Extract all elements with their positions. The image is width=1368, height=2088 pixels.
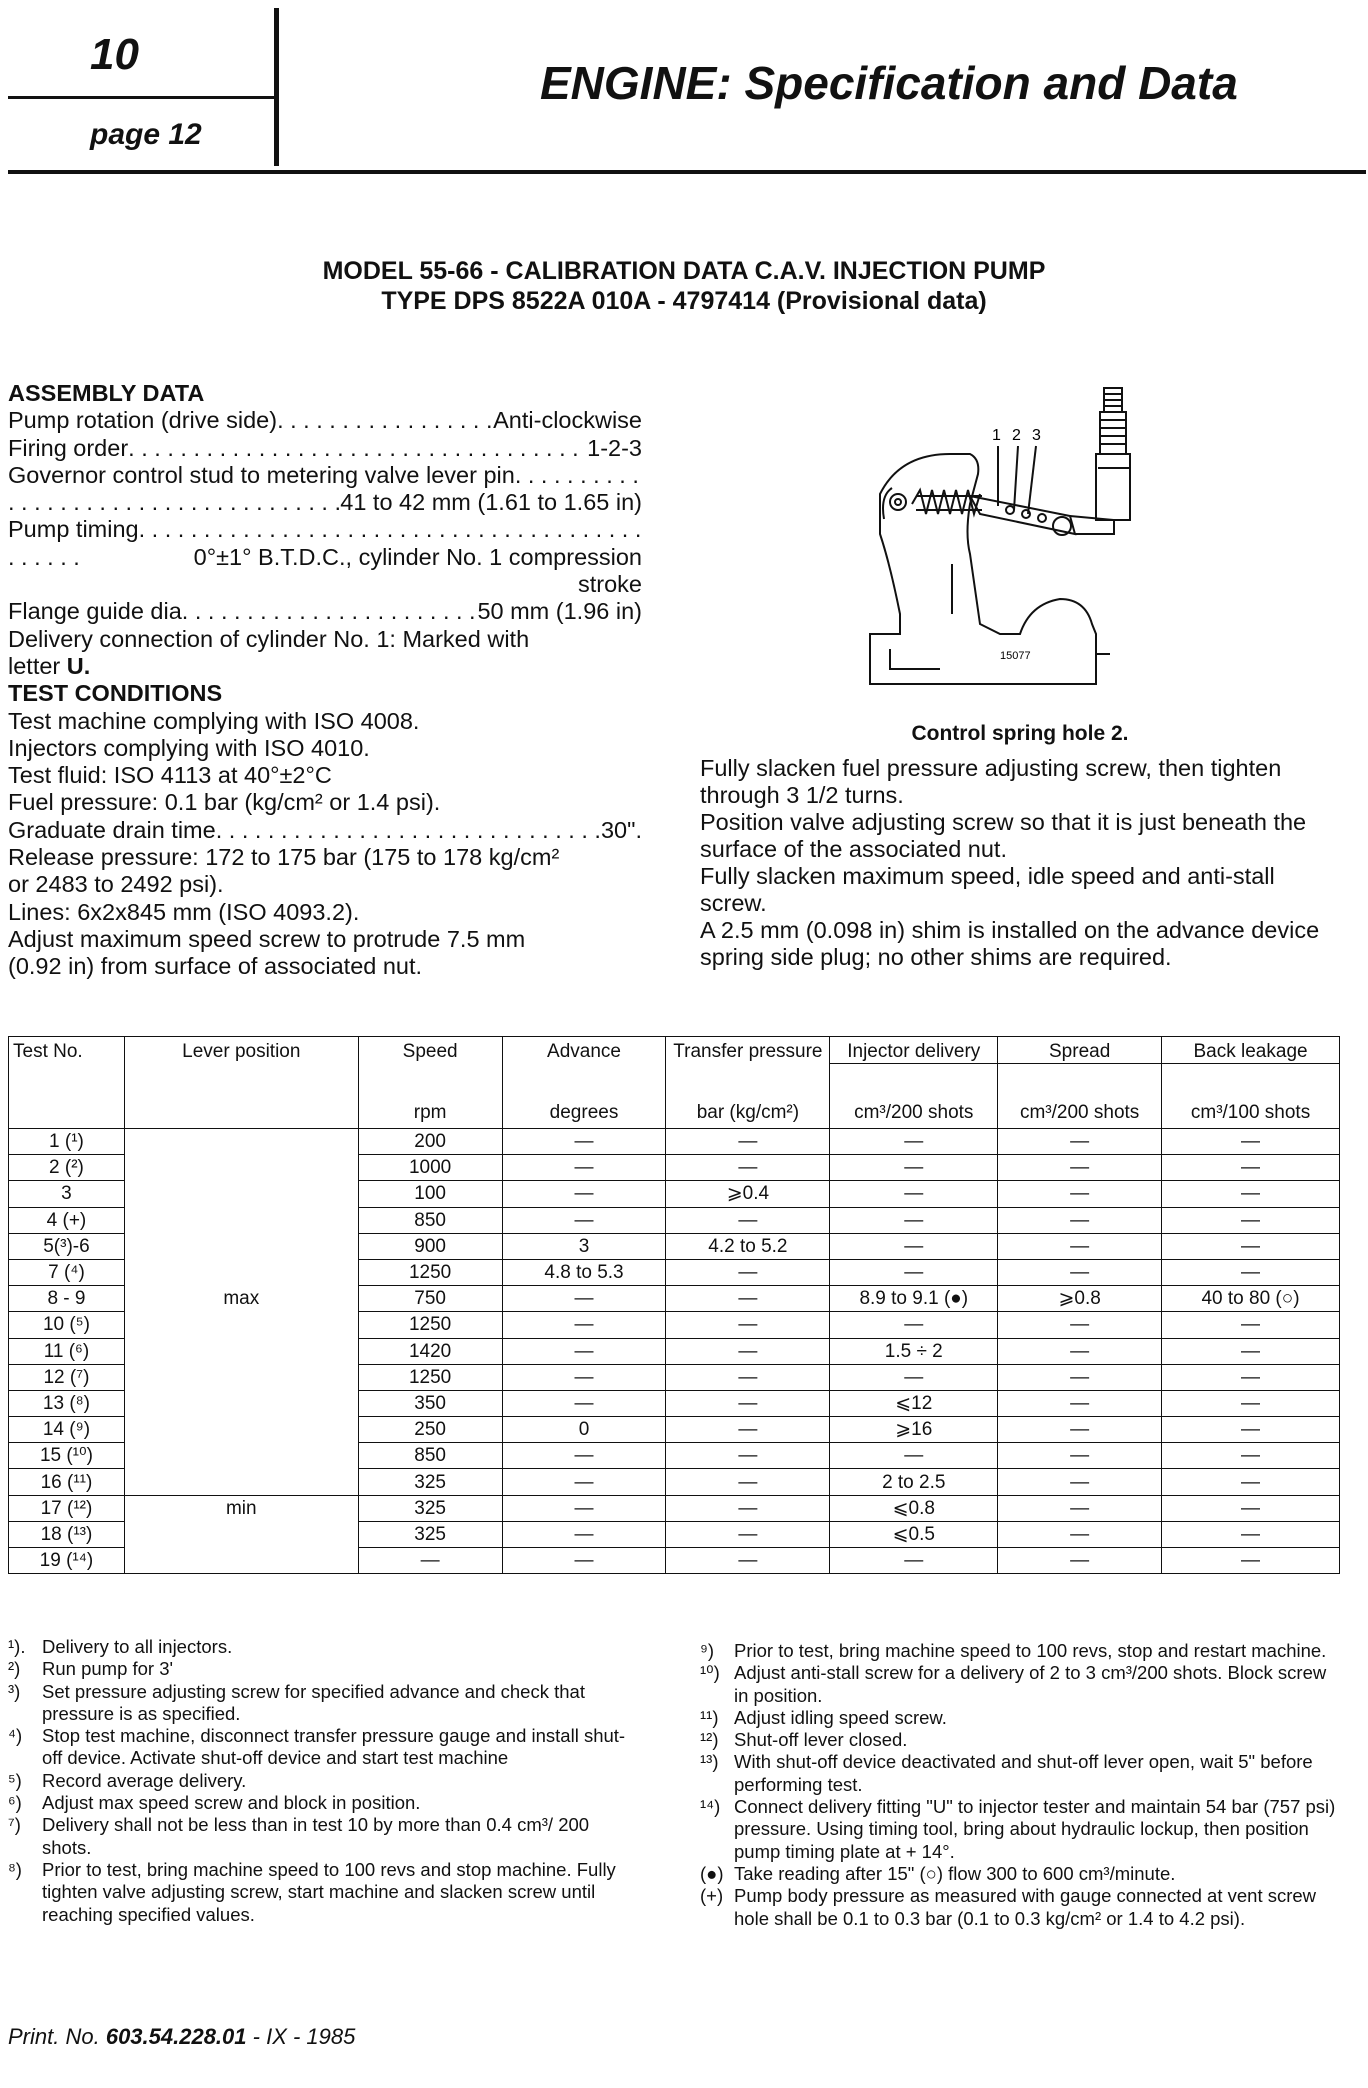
footnote-text: Pump body pressure as measured with gauge connected at vent screw hole shall be 0.1 to 0.3 bar (0.1 to 0.3 kg/cm² or 1.4 to 4.2 psi).	[734, 1885, 1317, 1929]
pump-rotation-value: Anti-clockwise	[493, 407, 642, 434]
section-number: 10	[90, 30, 139, 79]
cell-back: —	[1162, 1259, 1340, 1285]
cell-injector: —	[830, 1129, 998, 1155]
print-number-suffix: - IX - 1985	[252, 2024, 356, 2049]
cell-back: —	[1162, 1129, 1340, 1155]
cell-back: —	[1162, 1469, 1340, 1495]
cell-lever	[124, 1469, 358, 1495]
cell-transfer: 4.2 to 5.2	[666, 1233, 830, 1259]
test-condition-line: Test fluid: ISO 4113 at 40°±2°C	[8, 762, 332, 789]
header-divider-long	[8, 170, 1366, 174]
footnote	[8, 1725, 638, 1770]
footnote-text: Record average delivery.	[42, 1769, 247, 1791]
leader-dots	[182, 598, 478, 625]
cell-lever	[124, 1181, 358, 1207]
cell-lever	[124, 1417, 358, 1443]
release-pressure-line2: or 2483 to 2492 psi).	[8, 871, 224, 898]
cell-spread: —	[998, 1259, 1162, 1285]
unit-transfer: bar (kg/cm²)	[666, 1064, 830, 1129]
cell-speed: 250	[358, 1417, 502, 1443]
footnote-text: Stop test machine, disconnect transfer pressure gauge and install shut-off device. Activate shut-off device and start test machine	[42, 1725, 626, 1769]
test-condition-line: Fuel pressure: 0.1 bar (kg/cm² or 1.4 psi).	[8, 789, 441, 816]
cell-lever	[124, 1443, 358, 1469]
cell-advance: —	[502, 1155, 666, 1181]
cell-test-no: 5(³)-6	[9, 1233, 125, 1259]
footnotes-left	[8, 1636, 638, 1926]
instruction-paragraph: A 2.5 mm (0.098 in) shim is installed on the advance device spring side plug; no other shims are required.	[700, 917, 1320, 970]
left-column	[8, 380, 642, 981]
pump-timing-value2: stroke	[578, 571, 642, 598]
table-row	[9, 1521, 1340, 1547]
footnote-text: Prior to test, bring machine speed to 100 revs and stop machine. Fully tighten valve adjusting screw, start machine and slacken screw until reaching specified values.	[42, 1858, 616, 1925]
cell-test-no: 19 (¹⁴)	[9, 1548, 125, 1574]
cell-advance: —	[502, 1521, 666, 1547]
cell-transfer: —	[666, 1338, 830, 1364]
cell-spread: —	[998, 1207, 1162, 1233]
delivery-letter-label: letter	[8, 652, 61, 679]
cell-spread: —	[998, 1338, 1162, 1364]
unit-injector: cm³/200 shots	[830, 1064, 998, 1129]
instruction-paragraph: Position valve adjusting screw so that it is just beneath the surface of the associated nut.	[700, 809, 1307, 862]
footnote-marker: ⁷)	[8, 1814, 21, 1836]
pump-timing-row	[8, 516, 642, 543]
hole-label-3: 3	[1032, 427, 1041, 444]
footnote-text: Prior to test, bring machine speed to 100 revs, stop and restart machine.	[734, 1640, 1327, 1661]
table-row	[9, 1390, 1340, 1416]
table-body	[9, 1129, 1340, 1574]
table-row	[9, 1338, 1340, 1364]
assembly-heading: ASSEMBLY DATA	[8, 380, 205, 406]
unit-back: cm³/100 shots	[1162, 1064, 1340, 1129]
leader-dots	[8, 489, 340, 516]
cell-test-no: 13 (⁸)	[9, 1390, 125, 1416]
governor-label: Governor control stud to metering valve lever pin	[8, 461, 515, 488]
control-spring-diagram	[860, 384, 1180, 704]
cell-speed: 325	[358, 1521, 502, 1547]
table-row	[9, 1548, 1340, 1574]
cell-back: —	[1162, 1338, 1340, 1364]
cell-injector: 8.9 to 9.1 (●)	[830, 1286, 998, 1312]
cell-injector: 2 to 2.5	[830, 1469, 998, 1495]
cell-spread: —	[998, 1521, 1162, 1547]
cell-advance: —	[502, 1443, 666, 1469]
flange-label: Flange guide dia	[8, 598, 182, 625]
adjust-line1: Adjust maximum speed screw to protrude 7.5 mm	[8, 925, 526, 952]
table-row	[9, 1207, 1340, 1233]
footnote-text: With shut-off device deactivated and shut-off lever open, wait 5" before performing test.	[734, 1751, 1313, 1795]
cell-test-no: 4 (+)	[9, 1207, 125, 1233]
footnote	[700, 1640, 1336, 1662]
firing-order-value: 1-2-3	[587, 434, 642, 461]
cell-spread: —	[998, 1364, 1162, 1390]
cell-transfer: —	[666, 1286, 830, 1312]
cell-advance: 3	[502, 1233, 666, 1259]
cell-advance: —	[502, 1312, 666, 1338]
cell-transfer: —	[666, 1129, 830, 1155]
figure-number: 15077	[1000, 650, 1031, 662]
footnote-marker: ⁹)	[700, 1640, 715, 1661]
cell-spread: —	[998, 1495, 1162, 1521]
cell-advance: —	[502, 1390, 666, 1416]
cell-spread: —	[998, 1181, 1162, 1207]
col-header-spread: Spread	[998, 1037, 1162, 1064]
footnote-text: Shut-off lever closed.	[734, 1729, 908, 1751]
cell-test-no: 10 (⁵)	[9, 1312, 125, 1338]
table-row	[9, 1259, 1340, 1285]
test-condition-line: Test machine complying with ISO 4008.	[8, 707, 420, 734]
footnote-text: Delivery shall not be less than in test 10 by more than 0.4 cm³/ 200 shots.	[42, 1814, 590, 1858]
cell-lever	[124, 1129, 358, 1155]
cell-transfer: —	[666, 1521, 830, 1547]
document-title-line2: TYPE DPS 8522A 010A - 4797414 (Provisional data)	[381, 287, 987, 315]
cell-back: —	[1162, 1417, 1340, 1443]
cell-test-no: 1 (¹)	[9, 1129, 125, 1155]
cell-lever	[124, 1207, 358, 1233]
instruction-paragraph: Fully slacken fuel pressure adjusting screw, then tighten through 3 1/2 turns.	[700, 755, 1282, 808]
cell-lever	[124, 1233, 358, 1259]
footnote-marker: ¹).	[8, 1636, 26, 1657]
col-header-back: Back leakage	[1162, 1037, 1340, 1064]
leader-dots	[8, 544, 88, 571]
cell-back: 40 to 80 (○)	[1162, 1286, 1340, 1312]
cell-test-no: 8 - 9	[9, 1286, 125, 1312]
cell-advance: 0	[502, 1417, 666, 1443]
footnote-text: Adjust anti-stall screw for a delivery of 2 to 3 cm³/200 shots. Block screw in position.	[734, 1662, 1327, 1706]
cell-transfer: —	[666, 1207, 830, 1233]
page-title: ENGINE: Specification and Data	[540, 57, 1238, 109]
cell-injector: ⩽12	[830, 1390, 998, 1416]
footnote-marker: ²)	[8, 1658, 21, 1680]
cell-advance: —	[502, 1338, 666, 1364]
table-row	[9, 1364, 1340, 1390]
cell-transfer: —	[666, 1548, 830, 1574]
footnote-text: Set pressure adjusting screw for specified advance and check that pressure is as specified.	[42, 1680, 585, 1724]
governor-row	[8, 462, 642, 489]
footnote	[700, 1863, 1336, 1885]
cell-transfer: —	[666, 1417, 830, 1443]
governor-value-row	[8, 489, 642, 516]
cell-speed: 1000	[358, 1155, 502, 1181]
cell-speed: 200	[358, 1129, 502, 1155]
hole-label-1: 1	[992, 427, 1001, 444]
cell-injector: —	[830, 1312, 998, 1338]
test-condition-line: Injectors complying with ISO 4010.	[8, 734, 370, 761]
drain-time-row	[8, 817, 642, 844]
cell-lever: min	[124, 1495, 358, 1521]
cell-transfer: —	[666, 1495, 830, 1521]
cell-back: —	[1162, 1312, 1340, 1338]
delivery-line2	[8, 653, 642, 680]
cell-injector: —	[830, 1207, 998, 1233]
cell-test-no: 17 (¹²)	[9, 1495, 125, 1521]
pump-timing-label: Pump timing	[8, 516, 139, 543]
cell-test-no: 16 (¹¹)	[9, 1469, 125, 1495]
cell-test-no: 11 (⁶)	[9, 1338, 125, 1364]
adjust-line2: (0.92 in) from surface of associated nut.	[8, 953, 423, 980]
cell-transfer: —	[666, 1364, 830, 1390]
cell-back: —	[1162, 1207, 1340, 1233]
cell-transfer: —	[666, 1469, 830, 1495]
print-number-prefix: Print. No.	[8, 2024, 100, 2049]
cell-injector: —	[830, 1181, 998, 1207]
footnote	[8, 1792, 638, 1814]
col-header-lever: Lever position	[124, 1037, 358, 1129]
cell-spread: —	[998, 1129, 1162, 1155]
cell-spread: —	[998, 1443, 1162, 1469]
cell-lever	[124, 1312, 358, 1338]
footnote	[700, 1729, 1336, 1751]
control-spring-diagram-svg	[860, 384, 1180, 704]
hole-label-2: 2	[1012, 427, 1021, 444]
footnote-marker: (●)	[700, 1862, 724, 1884]
footnote-marker: (+)	[700, 1885, 724, 1907]
unit-spread: cm³/200 shots	[998, 1064, 1162, 1129]
cell-speed: 1250	[358, 1259, 502, 1285]
cell-test-no: 7 (⁴)	[9, 1259, 125, 1285]
cell-transfer: —	[666, 1155, 830, 1181]
cell-speed: 350	[358, 1390, 502, 1416]
header-divider-short	[8, 96, 276, 99]
footnote	[700, 1707, 1336, 1729]
cell-back: —	[1162, 1181, 1340, 1207]
cell-injector: —	[830, 1548, 998, 1574]
pump-timing-value: 0°±1° B.T.D.C., cylinder No. 1 compression	[193, 543, 642, 570]
cell-transfer: —	[666, 1443, 830, 1469]
cell-lever	[124, 1364, 358, 1390]
table-row	[9, 1495, 1340, 1521]
cell-speed: 100	[358, 1181, 502, 1207]
drain-time-value: 30".	[600, 816, 642, 843]
cell-advance: —	[502, 1495, 666, 1521]
cell-injector: ⩽0.5	[830, 1521, 998, 1547]
table-row	[9, 1469, 1340, 1495]
pump-timing-value-row	[8, 544, 642, 571]
cell-advance: 4.8 to 5.3	[502, 1259, 666, 1285]
pump-rotation-label: Pump rotation (drive side)	[8, 407, 278, 434]
footnote-marker: ⁵)	[8, 1769, 22, 1791]
cell-advance: —	[502, 1364, 666, 1390]
footnote	[8, 1814, 638, 1859]
cell-test-no: 15 (¹⁰)	[9, 1443, 125, 1469]
table-row	[9, 1286, 1340, 1312]
cell-lever	[124, 1155, 358, 1181]
pump-rotation-row	[8, 407, 642, 434]
leader-dots	[277, 407, 493, 434]
drain-time-label: Graduate drain time	[8, 816, 216, 843]
flange-value: 50 mm (1.96 in)	[477, 598, 642, 625]
cell-spread: —	[998, 1469, 1162, 1495]
cell-back: —	[1162, 1364, 1340, 1390]
footnote	[700, 1751, 1336, 1796]
leader-dots	[139, 516, 642, 543]
cell-back: —	[1162, 1233, 1340, 1259]
cell-back: —	[1162, 1390, 1340, 1416]
unit-advance: degrees	[502, 1064, 666, 1129]
cell-advance: —	[502, 1548, 666, 1574]
cell-injector: —	[830, 1364, 998, 1390]
release-pressure-line1: Release pressure: 172 to 175 bar (175 to 178 kg/cm²	[8, 844, 560, 871]
unit-speed: rpm	[358, 1064, 502, 1129]
document-title-line1: MODEL 55-66 - CALIBRATION DATA C.A.V. INJECTION PUMP	[322, 257, 1046, 285]
firing-order-label: Firing order	[8, 434, 129, 461]
leader-dots	[216, 817, 601, 844]
col-header-speed: Speed	[358, 1037, 502, 1064]
footnote-marker: ¹¹)	[700, 1706, 719, 1728]
footnote	[700, 1796, 1336, 1863]
cell-speed: 1250	[358, 1364, 502, 1390]
right-column	[700, 720, 1340, 971]
calibration-table	[8, 1036, 1340, 1574]
footnote-text: Connect delivery fitting "U" to injector tester and maintain 54 bar (757 psi) pressure. Using timing tool, bring about hydraulic lockup, then position pump timing plate at + 14°.	[734, 1796, 1336, 1862]
footnote	[8, 1636, 638, 1658]
cell-transfer: —	[666, 1259, 830, 1285]
cell-lever	[124, 1521, 358, 1547]
footnote	[700, 1885, 1336, 1930]
cell-injector: 1.5 ÷ 2	[830, 1338, 998, 1364]
cell-lever	[124, 1338, 358, 1364]
cell-spread: —	[998, 1155, 1162, 1181]
footnote-marker: ¹³)	[700, 1751, 719, 1773]
firing-order-row	[8, 435, 642, 462]
cell-test-no: 2 (²)	[9, 1155, 125, 1181]
table-row	[9, 1155, 1340, 1181]
cell-injector: ⩾16	[830, 1417, 998, 1443]
col-header-test-no: Test No.	[9, 1037, 125, 1129]
table-row	[9, 1443, 1340, 1469]
cell-injector: —	[830, 1443, 998, 1469]
leader-dots	[515, 462, 642, 489]
table-row	[9, 1417, 1340, 1443]
cell-injector: —	[830, 1155, 998, 1181]
cell-injector: —	[830, 1233, 998, 1259]
delivery-letter: U.	[66, 652, 91, 679]
cell-speed: 750	[358, 1286, 502, 1312]
footnote-text: Run pump for 3'	[42, 1658, 174, 1680]
cell-test-no: 12 (⁷)	[9, 1364, 125, 1390]
footnote	[8, 1681, 638, 1726]
footnote	[8, 1859, 638, 1926]
cell-back: —	[1162, 1521, 1340, 1547]
lines-spec: Lines: 6x2x845 mm (ISO 4093.2).	[8, 898, 360, 925]
cell-spread: ⩾0.8	[998, 1286, 1162, 1312]
cell-advance: —	[502, 1129, 666, 1155]
col-header-transfer: Transfer pressure	[666, 1037, 830, 1064]
print-number-value: 603.54.228.01	[105, 2024, 247, 2049]
page-label: page 12	[90, 118, 202, 151]
instruction-paragraph: Fully slacken maximum speed, idle speed and anti-stall screw.	[700, 863, 1275, 916]
cell-advance: —	[502, 1286, 666, 1312]
cell-lever: max	[124, 1286, 358, 1312]
footnote-marker: ¹⁴)	[700, 1796, 721, 1818]
cell-back: —	[1162, 1443, 1340, 1469]
footnote-text: Adjust max speed screw and block in position.	[42, 1792, 421, 1814]
footnotes-right	[700, 1640, 1336, 1930]
footnote-text: Adjust idling speed screw.	[734, 1706, 947, 1728]
cell-speed: 1250	[358, 1312, 502, 1338]
table-header-row	[9, 1037, 1340, 1064]
cell-injector: ⩽0.8	[830, 1495, 998, 1521]
cell-spread: —	[998, 1417, 1162, 1443]
footnote-marker: ¹⁰)	[700, 1662, 720, 1684]
table-row	[9, 1129, 1340, 1155]
footnote	[8, 1658, 638, 1680]
footnote-text: Take reading after 15" (○) flow 300 to 600 cm³/minute.	[734, 1862, 1176, 1884]
footnote-marker: ¹²)	[700, 1729, 719, 1751]
col-header-injector: Injector delivery	[830, 1037, 998, 1064]
cell-speed: —	[358, 1548, 502, 1574]
header-divider-vertical	[274, 8, 279, 166]
cell-speed: 850	[358, 1207, 502, 1233]
cell-transfer: —	[666, 1312, 830, 1338]
footnote-marker: ⁶)	[8, 1792, 22, 1814]
cell-lever	[124, 1259, 358, 1285]
print-number	[8, 2024, 355, 2050]
cell-speed: 325	[358, 1469, 502, 1495]
cell-advance: —	[502, 1207, 666, 1233]
table-row	[9, 1233, 1340, 1259]
cell-speed: 850	[358, 1443, 502, 1469]
cell-spread: —	[998, 1390, 1162, 1416]
cell-spread: —	[998, 1233, 1162, 1259]
delivery-line1: Delivery connection of cylinder No. 1: Marked with	[8, 625, 530, 652]
document-title	[0, 256, 1368, 316]
footnote-marker: ³)	[8, 1680, 21, 1702]
cell-back: —	[1162, 1548, 1340, 1574]
table-row	[9, 1181, 1340, 1207]
cell-advance: —	[502, 1181, 666, 1207]
cell-speed: 1420	[358, 1338, 502, 1364]
cell-injector: —	[830, 1259, 998, 1285]
figure-caption: Control spring hole 2.	[911, 722, 1129, 745]
cell-spread: —	[998, 1312, 1162, 1338]
test-conditions-heading: TEST CONDITIONS	[8, 680, 223, 707]
leader-dots	[128, 435, 587, 462]
governor-value: 41 to 42 mm (1.61 to 1.65 in)	[340, 489, 642, 516]
cell-spread: —	[998, 1548, 1162, 1574]
cell-back: —	[1162, 1155, 1340, 1181]
cell-test-no: 18 (¹³)	[9, 1521, 125, 1547]
cell-test-no: 14 (⁹)	[9, 1417, 125, 1443]
cell-speed: 325	[358, 1495, 502, 1521]
footnote-marker: ⁴)	[8, 1725, 23, 1747]
cell-lever	[124, 1390, 358, 1416]
cell-lever	[124, 1548, 358, 1574]
cell-transfer: ⩾0.4	[666, 1181, 830, 1207]
footnote-text: Delivery to all injectors.	[42, 1636, 233, 1657]
footnote	[700, 1662, 1336, 1707]
cell-speed: 900	[358, 1233, 502, 1259]
table-row	[9, 1312, 1340, 1338]
footnote-marker: ⁸)	[8, 1858, 22, 1880]
cell-back: —	[1162, 1495, 1340, 1521]
footnote	[8, 1770, 638, 1792]
flange-row	[8, 598, 642, 625]
col-header-advance: Advance	[502, 1037, 666, 1064]
cell-transfer: —	[666, 1390, 830, 1416]
cell-test-no: 3	[9, 1181, 125, 1207]
cell-advance: —	[502, 1469, 666, 1495]
